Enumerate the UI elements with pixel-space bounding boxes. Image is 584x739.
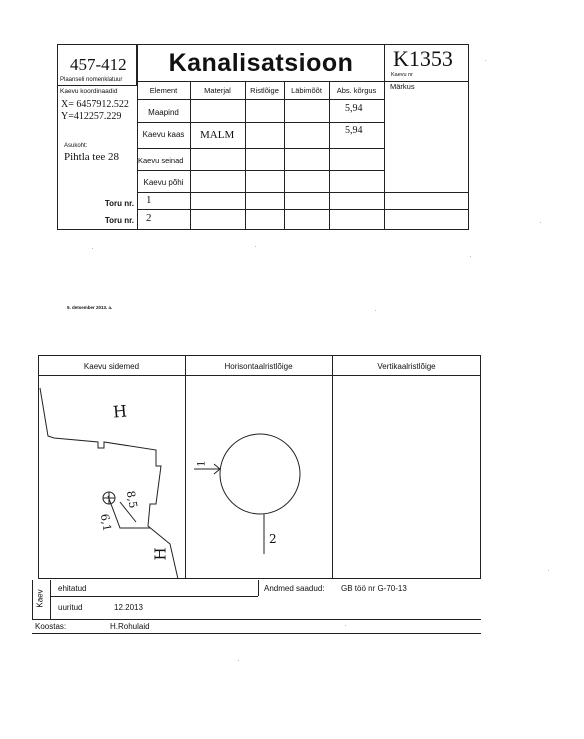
col-header-element: Element <box>149 86 178 95</box>
coords-label: Kaevu koordinaadid <box>60 88 118 95</box>
pipe-1-mark: 1 <box>196 460 208 467</box>
pipe-2-mark: 2 <box>269 532 277 546</box>
pipe-1-label: Toru nr. <box>104 199 134 208</box>
location-label: Asukoht: <box>64 143 88 149</box>
nomenclature-box <box>57 44 137 86</box>
panel-title-horizontal: Horisontaalristlõige <box>224 362 293 371</box>
element-table <box>137 82 469 230</box>
well-number: K1353 <box>393 46 453 71</box>
location-value: Pihtla tee 28 <box>64 151 119 163</box>
sketch-letter-h-top: H <box>112 401 128 422</box>
col-header-material: Materjal <box>204 86 231 95</box>
footer-box <box>32 580 481 620</box>
remarks-label: Märkus <box>390 82 415 91</box>
title-box <box>137 44 384 82</box>
col-header-diameter: Läbimõõt <box>291 86 322 95</box>
x-coordinate: X= 6457912.522 <box>61 99 129 110</box>
well-number-box <box>384 44 469 82</box>
row-abs-cover: 5,94 <box>345 125 363 136</box>
sketch-letter-h-bottom: H <box>151 547 170 561</box>
col-header-crosssection: Ristlõige <box>250 86 279 95</box>
row-material-cover: MALM <box>200 129 235 141</box>
built-label: ehitatud <box>58 584 87 593</box>
author-value: H.Rohulaid <box>110 622 150 631</box>
row-label-walls: Kaevu seinad <box>138 156 184 165</box>
pipe-2-label: Toru nr. <box>104 216 134 225</box>
nomenclature-label: Plaanseli nomenklatuur <box>60 77 123 83</box>
y-coordinate: Y=412257.229 <box>61 111 122 122</box>
pipe-2-value: 2 <box>146 212 152 224</box>
well-number-label: Kaevu nr <box>391 72 414 78</box>
panel-title-vertical: Vertikaalristlõige <box>377 362 436 371</box>
row-abs-ground: 5,94 <box>345 103 363 114</box>
sketch-distance-1: 8,5 <box>123 489 140 510</box>
surveyed-date: 12.2013 <box>114 603 143 612</box>
row-label-cover: Kaevu kaas <box>142 130 185 139</box>
well-circle <box>220 434 300 514</box>
sketch-distance-2: 6,1 <box>97 512 114 533</box>
nomenclature-code: 457-412 <box>70 55 127 74</box>
date-note: 5. detsember 2013. a. <box>67 305 113 310</box>
page-title: Kanalisatsioon <box>168 49 354 77</box>
horizontal-section-drawing <box>186 376 332 579</box>
panel-title-connections: Kaevu sidemed <box>83 362 140 371</box>
data-from-label: Andmed saadud: <box>264 584 325 593</box>
row-label-ground: Maapind <box>148 108 179 117</box>
data-from-value: GB töö nr G-70-13 <box>341 584 407 593</box>
surveyed-label: uuritud <box>58 603 83 612</box>
side-label-well: Kaev <box>35 589 45 608</box>
row-label-bottom: Kaevu põhi <box>143 178 184 187</box>
pipe-1-value: 1 <box>146 194 152 206</box>
author-label: Koostas: <box>35 622 67 631</box>
col-header-abs-height: Abs. kõrgus <box>336 86 377 95</box>
